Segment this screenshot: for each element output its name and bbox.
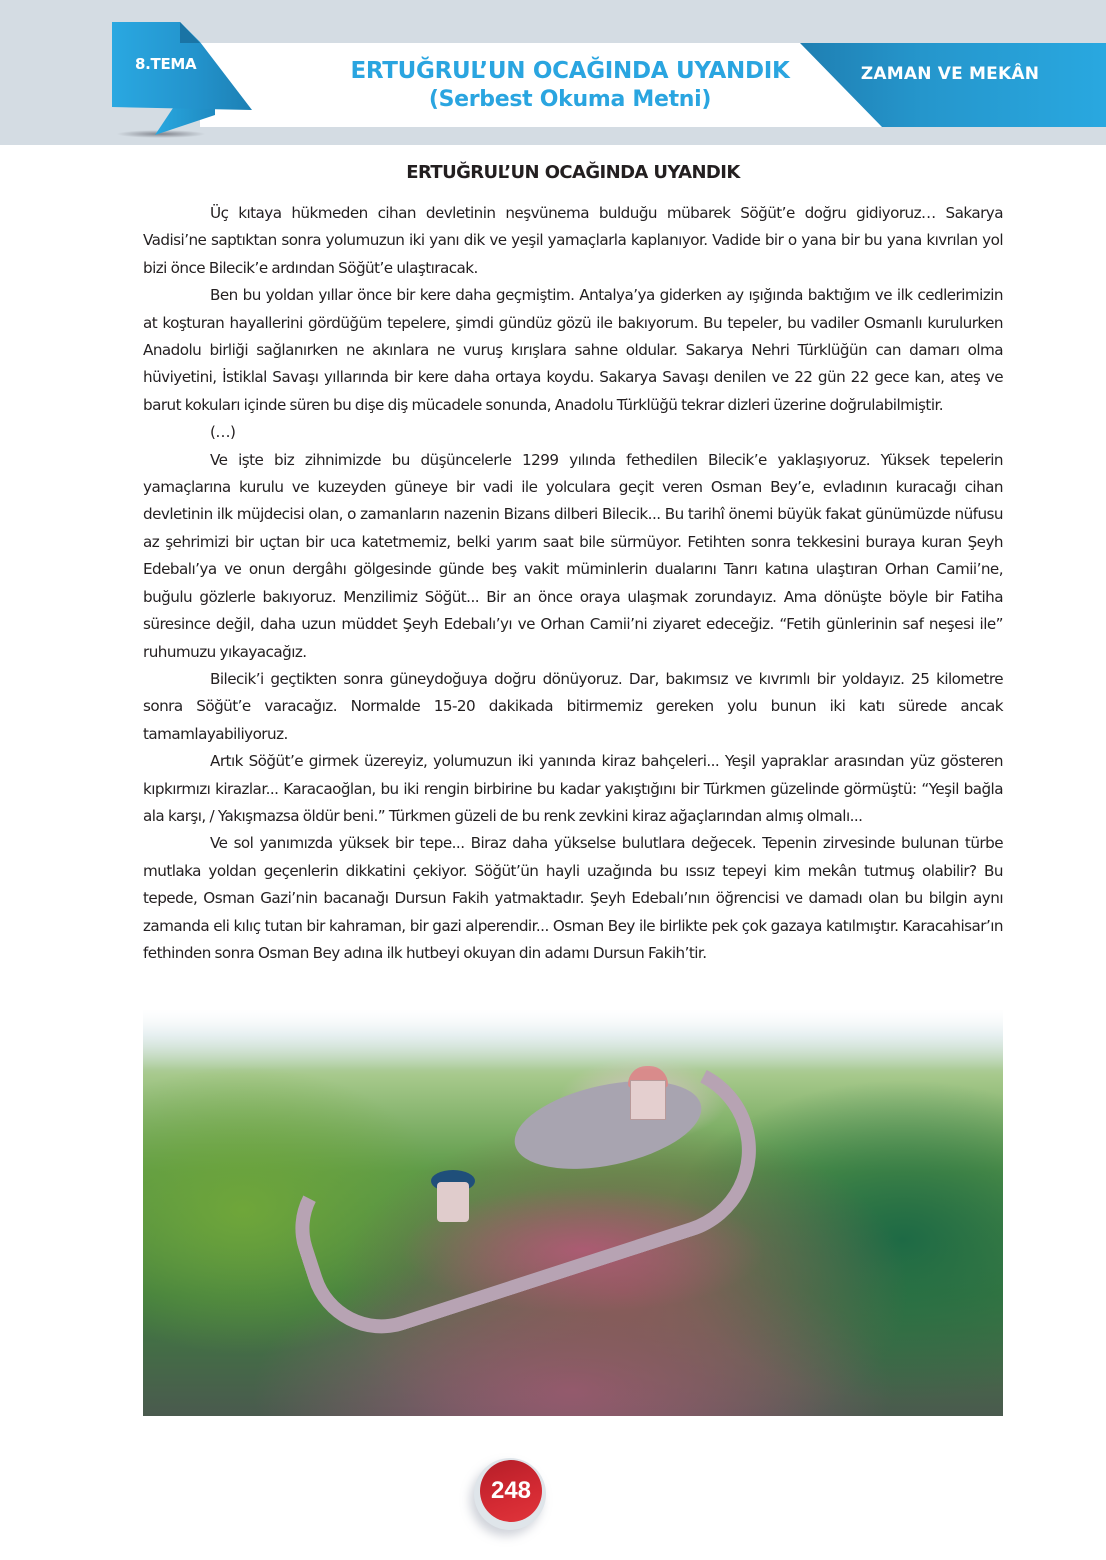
page-number: 248 <box>490 1477 532 1504</box>
theme-label: 8.TEMA <box>135 55 197 73</box>
paragraph: Artık Söğüt’e girmek üzereyiz, yolumuzun iki yanında kiraz bahçeleri... Yeşil yapraklar arasından yüz gösteren kıpkırmızı kirazlar... Karacaoğlan, bu iki rengin birbirine bu kadar yakıştığını bir Türkmen güzelinde görmüştü: “Yeşil bağla ala karşı, / Yakışmazsa öldür beni.” Türkmen güzeli de bu renk zevkini kiraz ağaçlarından almış olmalı... <box>143 752 1003 825</box>
article-body <box>143 200 1003 967</box>
paragraph: Ve sol yanımızda yüksek bir tepe... Biraz daha yükselse bulutlara değecek. Tepenin zirvesinde bulunan türbe mutlaka yoldan geçenlerin dikkatini çekiyor. Söğüt’ün hayli uzağında bu ıssız tepeyi kim mekân tutmuş olabilir? Bu tepede, Osman Gazi’nin bacanağı Dursun Fakih yatmaktadır. Şeyh Edebalı’nın öğrencisi ve damadı olan bu bilgin aynı zamanda eli kılıç tutan bir kahraman, bir gazi alperendir... Osman Bey ile birlikte pek çok gazaya katılmıştır. Karacahisar’ın fethinden sonra Osman Bey adına ilk hutbeyi okuyan din adamı Dursun Fakih’tir. <box>143 834 1003 962</box>
paragraph-ellipsis: (…) <box>210 423 236 442</box>
photo-fade <box>143 1010 1003 1070</box>
paragraph: Ben bu yoldan yıllar önce bir kere daha geçmiştim. Antalya’ya giderken ay ışığında baktığım ve ilk cedlerimizin at koşturan hayallerini gördüğüm tepelere, şimdi gündüz gözü ile bakıyorum. Bu tepeler, bu vadiler Osmanlı kurulurken Anadolu birliği sağlanırken ne akınlara ne vuruş kırışlara sahne oldular. Sakarya Nehri Türklüğün can damarı olma hüviyetini, İstiklal Savaşı yıllarında bir kere daha ortaya koydu. Sakarya Savaşı denilen ve 22 gün 22 gece kan, ateş ve barut kokuları içinde süren bu dişe diş mücadele sonunda, Anadolu Türklüğü tekrar dizleri üzerine doğrulabilmiştir. <box>143 286 1003 414</box>
article-photo <box>143 1010 1003 1416</box>
page-number-badge <box>480 1460 542 1522</box>
page-title: ERTUĞRUL’UN OCAĞINDA UYANDIK <box>350 58 790 84</box>
photo-road <box>277 1037 780 1353</box>
paragraph: Üç kıtaya hükmeden cihan devletinin neşvünema bulduğu mübarek Söğüt’e doğru gidiyoruz… Sakarya Vadisi’ne saptıktan sonra yolumuzun iki yanı dik ve yeşil yamaçlarla kaplanıyor. Vadide bir o yana bir bu yana kıvrılan yol bizi önce Bilecik’e ardından Söğüt’e ulaştıracak. <box>143 204 1003 277</box>
page-subtitle: (Serbest Okuma Metni) <box>428 87 712 112</box>
paragraph: Bilecik’i geçtikten sonra güneydoğuya doğru dönüyoruz. Dar, bakımsız ve kıvrımlı bir yoldayız. 25 kilometre sonra Söğüt’e varacağız. Normalde 15-20 dakikada bitirmemiz gereken yolu bunun iki katı sürede ancak tamamlayabiliyoruz. <box>143 669 1003 743</box>
paragraph: Ve işte biz zihnimizde bu düşüncelerle 1299 yılında fethedilen Bilecik’e yaklaşıyoruz. Yüksek tepelerin yamaçlarına kurulu ve kuzeyden güneye bir vadi ile yolculara geçit veren Osman Bey’e, evladının kuracağı cihan devletinin ilk müjdecisi olan, o zamanların nazenin Bizans dilberi Bilecik... Bu tarihî önemi büyük fakat günümüzde nüfusu az şehrimizi bir uçtan bir uca katetmemiz, belki yarım saat bile sürmüyor. Fetihten sonra tekkesini buraya kuran Şeyh Edebalı’ya ve onun dergâhı gölgesinde günde beş vakit müminlerin dualarını Tanrı katına ulaştıran Orhan Camii’ne, buğulu gözlerle bakıyoruz. Menzilimiz Söğüt... Bir an önce oraya ulaşmak zorundayız. Ama dönüşte böyle bir Fatiha süresince değil, daha uzun müddet Şeyh Edebalı’yı ve Orhan Camii’ni ziyaret edeceğiz. “Fetih günlerinin saf neşesi ile” ruhumuzu yıkayacağız. <box>143 450 1003 661</box>
article-title: ERTUĞRUL’UN OCAĞINDA UYANDIK <box>406 162 740 183</box>
photo-tomb <box>630 1080 666 1120</box>
section-label: ZAMAN VE MEKÂN <box>860 64 1040 84</box>
photo-small-tomb <box>437 1182 469 1222</box>
